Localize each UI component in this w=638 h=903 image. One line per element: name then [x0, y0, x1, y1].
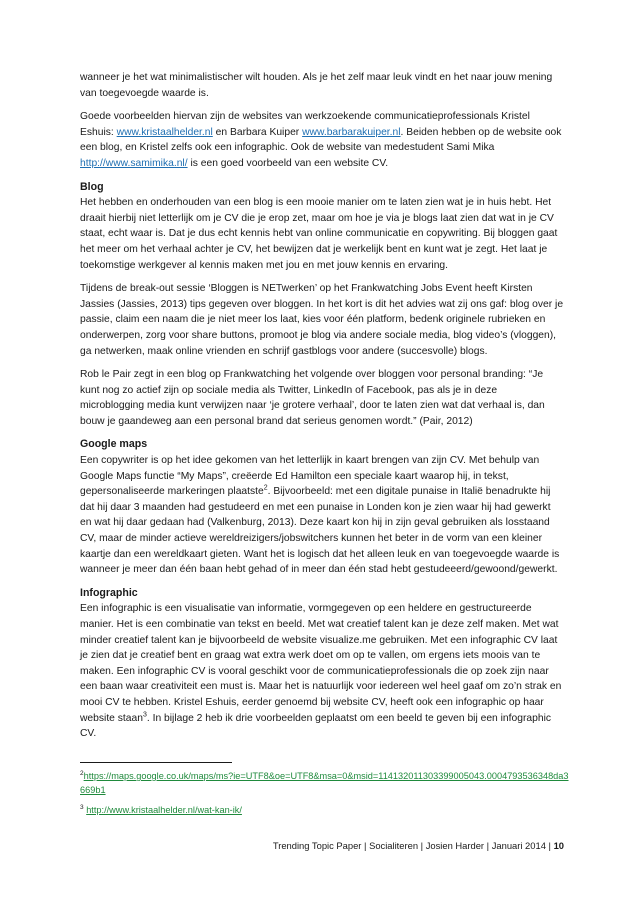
intro-paragraph: wanneer je het wat minimalistischer wilt houden. Als je het zelf maar leuk vindt en het naar jouw mening van toegevoegde waarde is. — [80, 72, 553, 99]
google-maps-paragraph — [80, 453, 564, 578]
google-maps-text-1: Een copywriter is op het idee gekomen van het letterlijk in kaart brengen van zijn CV. Met behulp van Google Maps functie “My Maps”, creëerde Ed Hamilton een speciale kaart waarop hij, in tekst, gepersonaliseerde markeringen plaatste — [80, 455, 540, 498]
blog-heading: Blog — [80, 180, 104, 193]
blog-paragraph-1: Het hebben en onderhouden van een blog is een mooie manier om te laten zien wat je in huis hebt. Het draait hierbij niet letterlijk om je CV die je erop zet, maar om hoe je via je blogs laat zien dat wat in je CV staat, echt waar is. Dat je dus echt kennis hebt van online communicatie en copywriting. Bij bloggen gaat het meer om het verhaal achter je CV, het bewijzen dat je werkelijk bent en kunt wat je zegt. Het laat je toekomstige werkgever al kennis maken met jou en met jouw kennis en ervaring. — [80, 197, 558, 271]
link-kristaalhelder[interactable]: www.kristaalhelder.nl — [116, 126, 213, 138]
footnote-2 — [80, 770, 570, 797]
examples-text-2: en Barbara Kuiper — [212, 126, 303, 138]
page-number: 10 — [553, 840, 564, 851]
link-samimika[interactable]: http://www.samimika.nl/ — [80, 157, 188, 169]
footnote-link-google-maps[interactable]: https://maps.google.co.uk/maps/ms?ie=UTF8&oe=UTF8&msa=0&msid=114132011303399005043.0004793536348da3669b1 — [80, 771, 569, 795]
google-maps-heading: Google maps — [80, 438, 148, 451]
link-barbarakuiper[interactable]: www.barbarakuiper.nl — [302, 126, 401, 138]
examples-text-1: Goede voorbeelden hiervan zijn de websites van werkzoekende communicatieprofessionals Kristel Eshuis: — [80, 111, 530, 138]
examples-text-3: . Beiden hebben op de website ook een blog, en Kristel zelfs ook een infographic. Ook de website van medestudent Sami Mika — [80, 126, 562, 154]
infographic-paragraph — [80, 601, 564, 741]
document-body — [80, 70, 564, 750]
footnote-link-kristaalhelder[interactable]: http://www.kristaalhelder.nl/wat-kan-ik/ — [86, 805, 242, 815]
footnote-3 — [80, 804, 570, 818]
examples-paragraph — [80, 109, 564, 171]
footnote-ref-2[interactable]: 2 — [263, 484, 268, 492]
infographic-text-1: Een infographic is een visualisatie van informatie, vormgegeven op een heldere en gestructureerde manier. Het is een combinatie van tekst en beeld. Met wat creatief talent kan je deze zelf maken. Met wat minder creatief talent kan je bijvoorbeeld de website visualize.me gebruiken. Met een infographic CV laat je zien dat je creatief bent en graag wat extra werk doet om op te vallen, om ergens iets moois van te maken. Een infographic CV is vooral geschikt voor de communicatieprofessionals die op zoek zijn naar een baan waar creativiteit een must is. Maar het is natuurlijk voor iedereen wel heel gaaf om zo’n strak en mooi CV te hebben. Kristel Eshuis, eerder genoemd bij website CV, heeft ook een infographic op haar website staan — [80, 603, 562, 724]
footnote-divider — [80, 762, 232, 763]
page-footer — [80, 840, 564, 851]
footnotes — [80, 770, 570, 825]
infographic-text-2: . In bijlage 2 heb ik drie voorbeelden geplaatst om een beeld te geven bij een infographic CV. — [80, 712, 552, 740]
footnote-number: 2 — [80, 769, 84, 777]
examples-text-4: is een goed voorbeeld van een website CV. — [187, 157, 389, 169]
footnote-number: 3 — [80, 803, 84, 811]
footnote-ref-3[interactable]: 3 — [142, 711, 147, 719]
google-maps-text-2: . Bijvoorbeeld: met een digitale punaise in Italië benadrukte hij dat hij daar 3 maanden had gestudeerd en met een punaise in Londen kon je zien waar hij had gewerkt en wat hij daar gedaan had (Valkenburg, 2013). Deze kaart kon hij in zijn geval gebruiken als losstaand CV, maar de minder actieve wereldreizigers/jobswitchers kunnen het beter in de vorm van een kleiner kaartje dan een wereldkaart gieten. Want het is logisch dat het alleen leuk en van toegevoegde waarde is wanneer je meer dan één baan hebt gehad of in meer dan één stad hebt gestudeeerd/gewoond/gewerkt. — [80, 486, 560, 576]
blog-paragraph-2: Tijdens de break-out sessie ‘Bloggen is NETwerken’ op het Frankwatching Jobs Event heeft Kirsten Jassies (Jassies, 2013) tips gegeven over bloggen. In het kort is dit het advies wat zij ons gaf: blog over je passie, claim een naam die je niet meer los laat, kies voor één platform, bedenk originele rubrieken en onderwerpen, zorg voor share buttons, promoot je blog via andere sociale media, blog video’s (vloggen), ga netwerken, maak online vrienden en schrijf gastblogs voor andere (succesvolle) blogs. — [80, 283, 564, 357]
blog-paragraph-3: Rob le Pair zegt in een blog op Frankwatching het volgende over bloggen voor personal branding: “Je kunt nog zo actief zijn op sociale media als Twitter, LinkedIn of Facebook, pas als je in deze microblogging media kunt verwijzen naar ‘je grotere verhaal’, door te laten zien wat dat verhaal is, dan bouw je gaandeweg aan een personal brand dat serieus genomen wordt.” (Pair, 2012) — [80, 369, 545, 427]
infographic-heading: Infographic — [80, 586, 138, 599]
footer-text: Trending Topic Paper | Socialiteren | Josien Harder | Januari 2014 | — [272, 840, 554, 851]
